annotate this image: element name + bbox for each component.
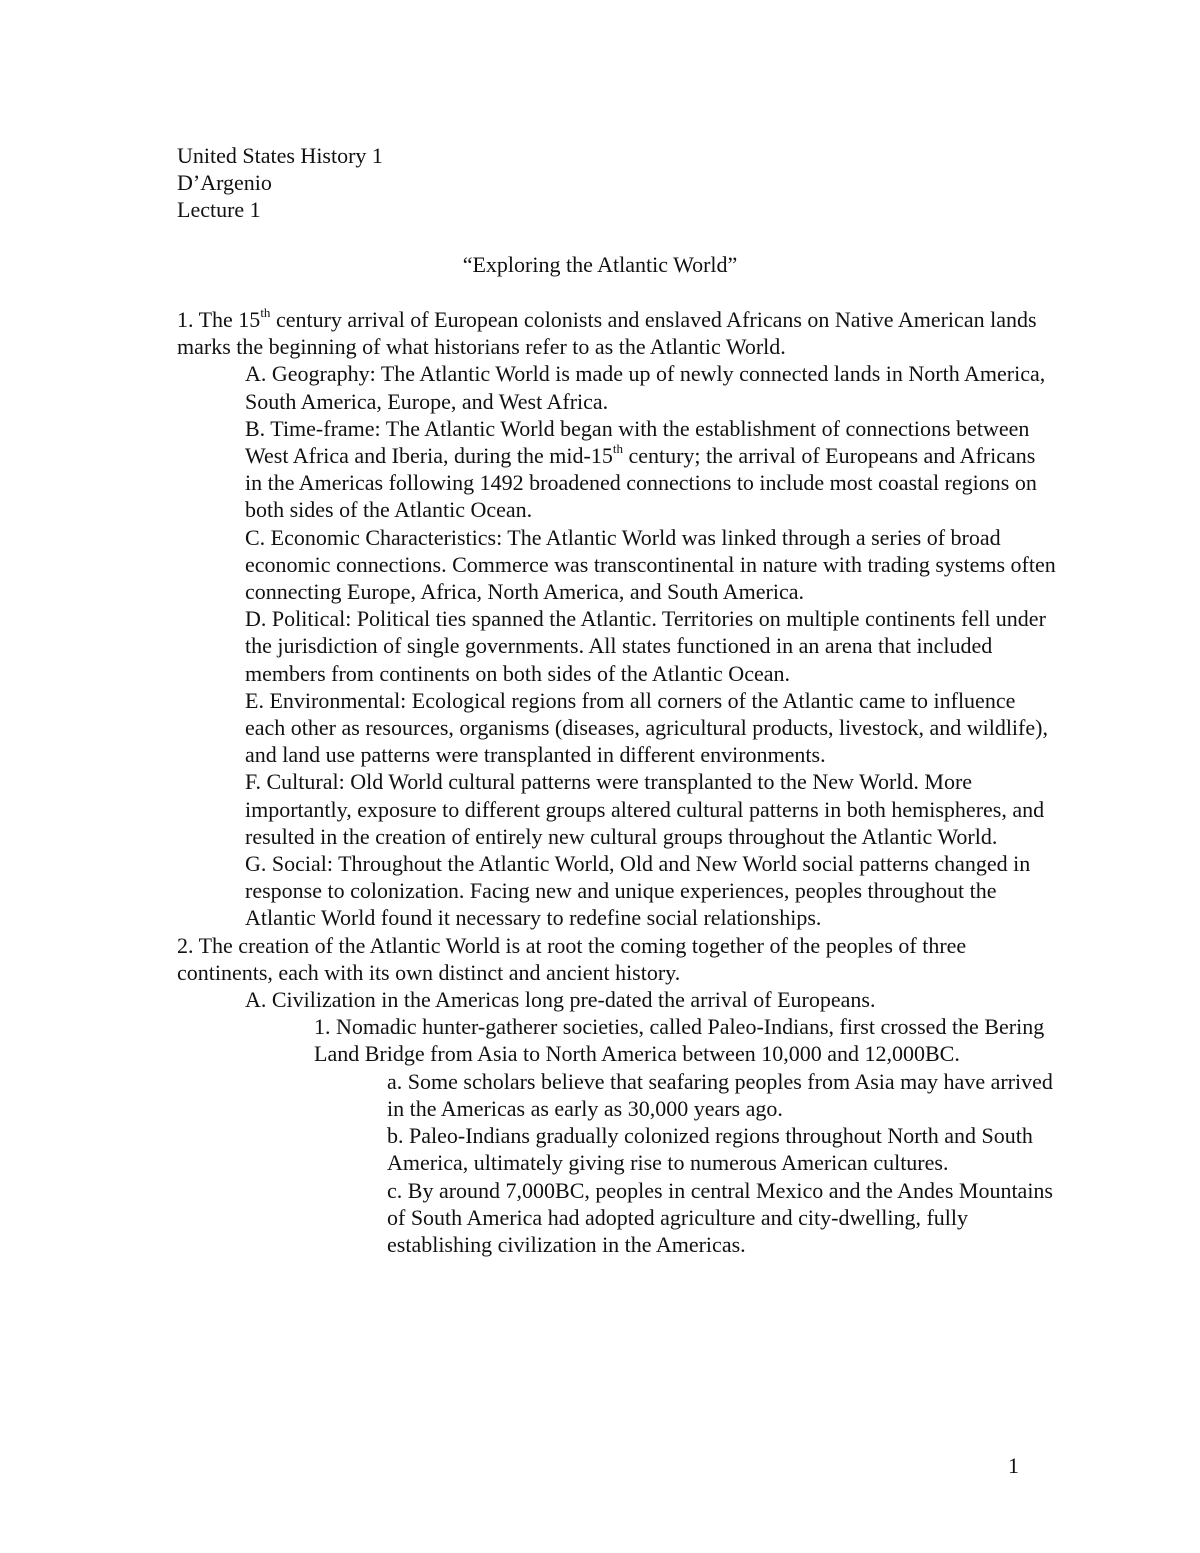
- section-2-item-a-1-a: a. Some scholars believe that seafaring peoples from Asia may have arrived in the Americas as early as 30,000 years ago.: [387, 1068, 1053, 1121]
- section-1-item-a: A. Geography: The Atlantic World is made up of newly connected lands in North America, South America, Europe, and West Africa.: [245, 361, 1046, 414]
- section-2-item-a: A. Civilization in the Americas long pre-dated the arrival of Europeans.: [245, 987, 876, 1013]
- section-2-item-a-1: 1. Nomadic hunter-gatherer societies, called Paleo-Indians, first crossed the Bering Land Bridge from Asia to North America between 10,000 and 12,000BC.: [314, 1014, 1045, 1067]
- document-header: [177, 142, 383, 223]
- lecture-body: [177, 306, 1057, 1258]
- section-1-item-e: E. Environmental: Ecological regions from all corners of the Atlantic came to influence each other as resources, organisms (diseases, agricultural products, livestock, and wildlife), and land use patterns were transplanted in different environments.: [245, 687, 1048, 768]
- lecture-label: Lecture 1: [177, 197, 261, 222]
- section-2-item-a-1-b: b. Paleo-Indians gradually colonized regions throughout North and South America, ultimately giving rise to numerous American cultures.: [387, 1123, 1033, 1176]
- section-1-item-b-text: B. Time-frame: The Atlantic World began with the establishment of connections between West Africa and Iberia, during the mid-15: [245, 415, 1030, 469]
- section-1-intro-text: 1. The 15: [177, 307, 261, 332]
- section-1-item-d: D. Political: Political ties spanned the Atlantic. Territories on multiple continents fell under the jurisdiction of single governments. All states functioned in an arena that included members from continents on both sides of the Atlantic Ocean.: [245, 606, 1046, 686]
- superscript: th: [612, 440, 623, 456]
- section-1-intro: [177, 306, 1057, 360]
- section-1-item-f: F. Cultural: Old World cultural patterns were transplanted to the New World. More importantly, exposure to different groups altered cultural patterns in both hemispheres, and resulted in the creation of entirely new cultural groups throughout the Atlantic World.: [245, 769, 1045, 849]
- superscript: th: [260, 304, 271, 320]
- section-1-intro-text-cont: century arrival of European colonists and enslaved Africans on Native American lands marks the beginning of what historians refer to as the Atlantic World.: [177, 307, 1037, 360]
- lecture-title: “Exploring the Atlantic World”: [462, 252, 738, 277]
- section-1-item-b-text-cont: century; the arrival of Europeans and Africans in the Americas following 1492 broadened connections to include most coastal regions on both sides of the Atlantic Ocean.: [245, 443, 1037, 523]
- instructor-name: D’Argenio: [177, 170, 272, 195]
- section-2-item-a-1-c: c. By around 7,000BC, peoples in central Mexico and the Andes Mountains of South America had adopted agriculture and city-dwelling, fully establishing civilization in the Americas.: [387, 1177, 1053, 1257]
- section-1-item-g: G. Social: Throughout the Atlantic World, Old and New World social patterns changed in response to colonization. Facing new and unique experiences, peoples throughout the Atlantic World found it necessary to redefine social relationships.: [245, 851, 1031, 931]
- course-name: United States History 1: [177, 143, 383, 168]
- section-1-item-c: C. Economic Characteristics: The Atlantic World was linked through a series of broad economic connections. Commerce was transcontinental in nature with trading systems often connecting Europe, Africa, North America, and South America.: [245, 524, 1056, 605]
- page-number: 1: [1008, 1453, 1019, 1478]
- section-1-item-b: [245, 415, 1057, 524]
- section-2-intro: 2. The creation of the Atlantic World is at root the coming together of the peoples of three continents, each with its own distinct and ancient history.: [177, 932, 967, 985]
